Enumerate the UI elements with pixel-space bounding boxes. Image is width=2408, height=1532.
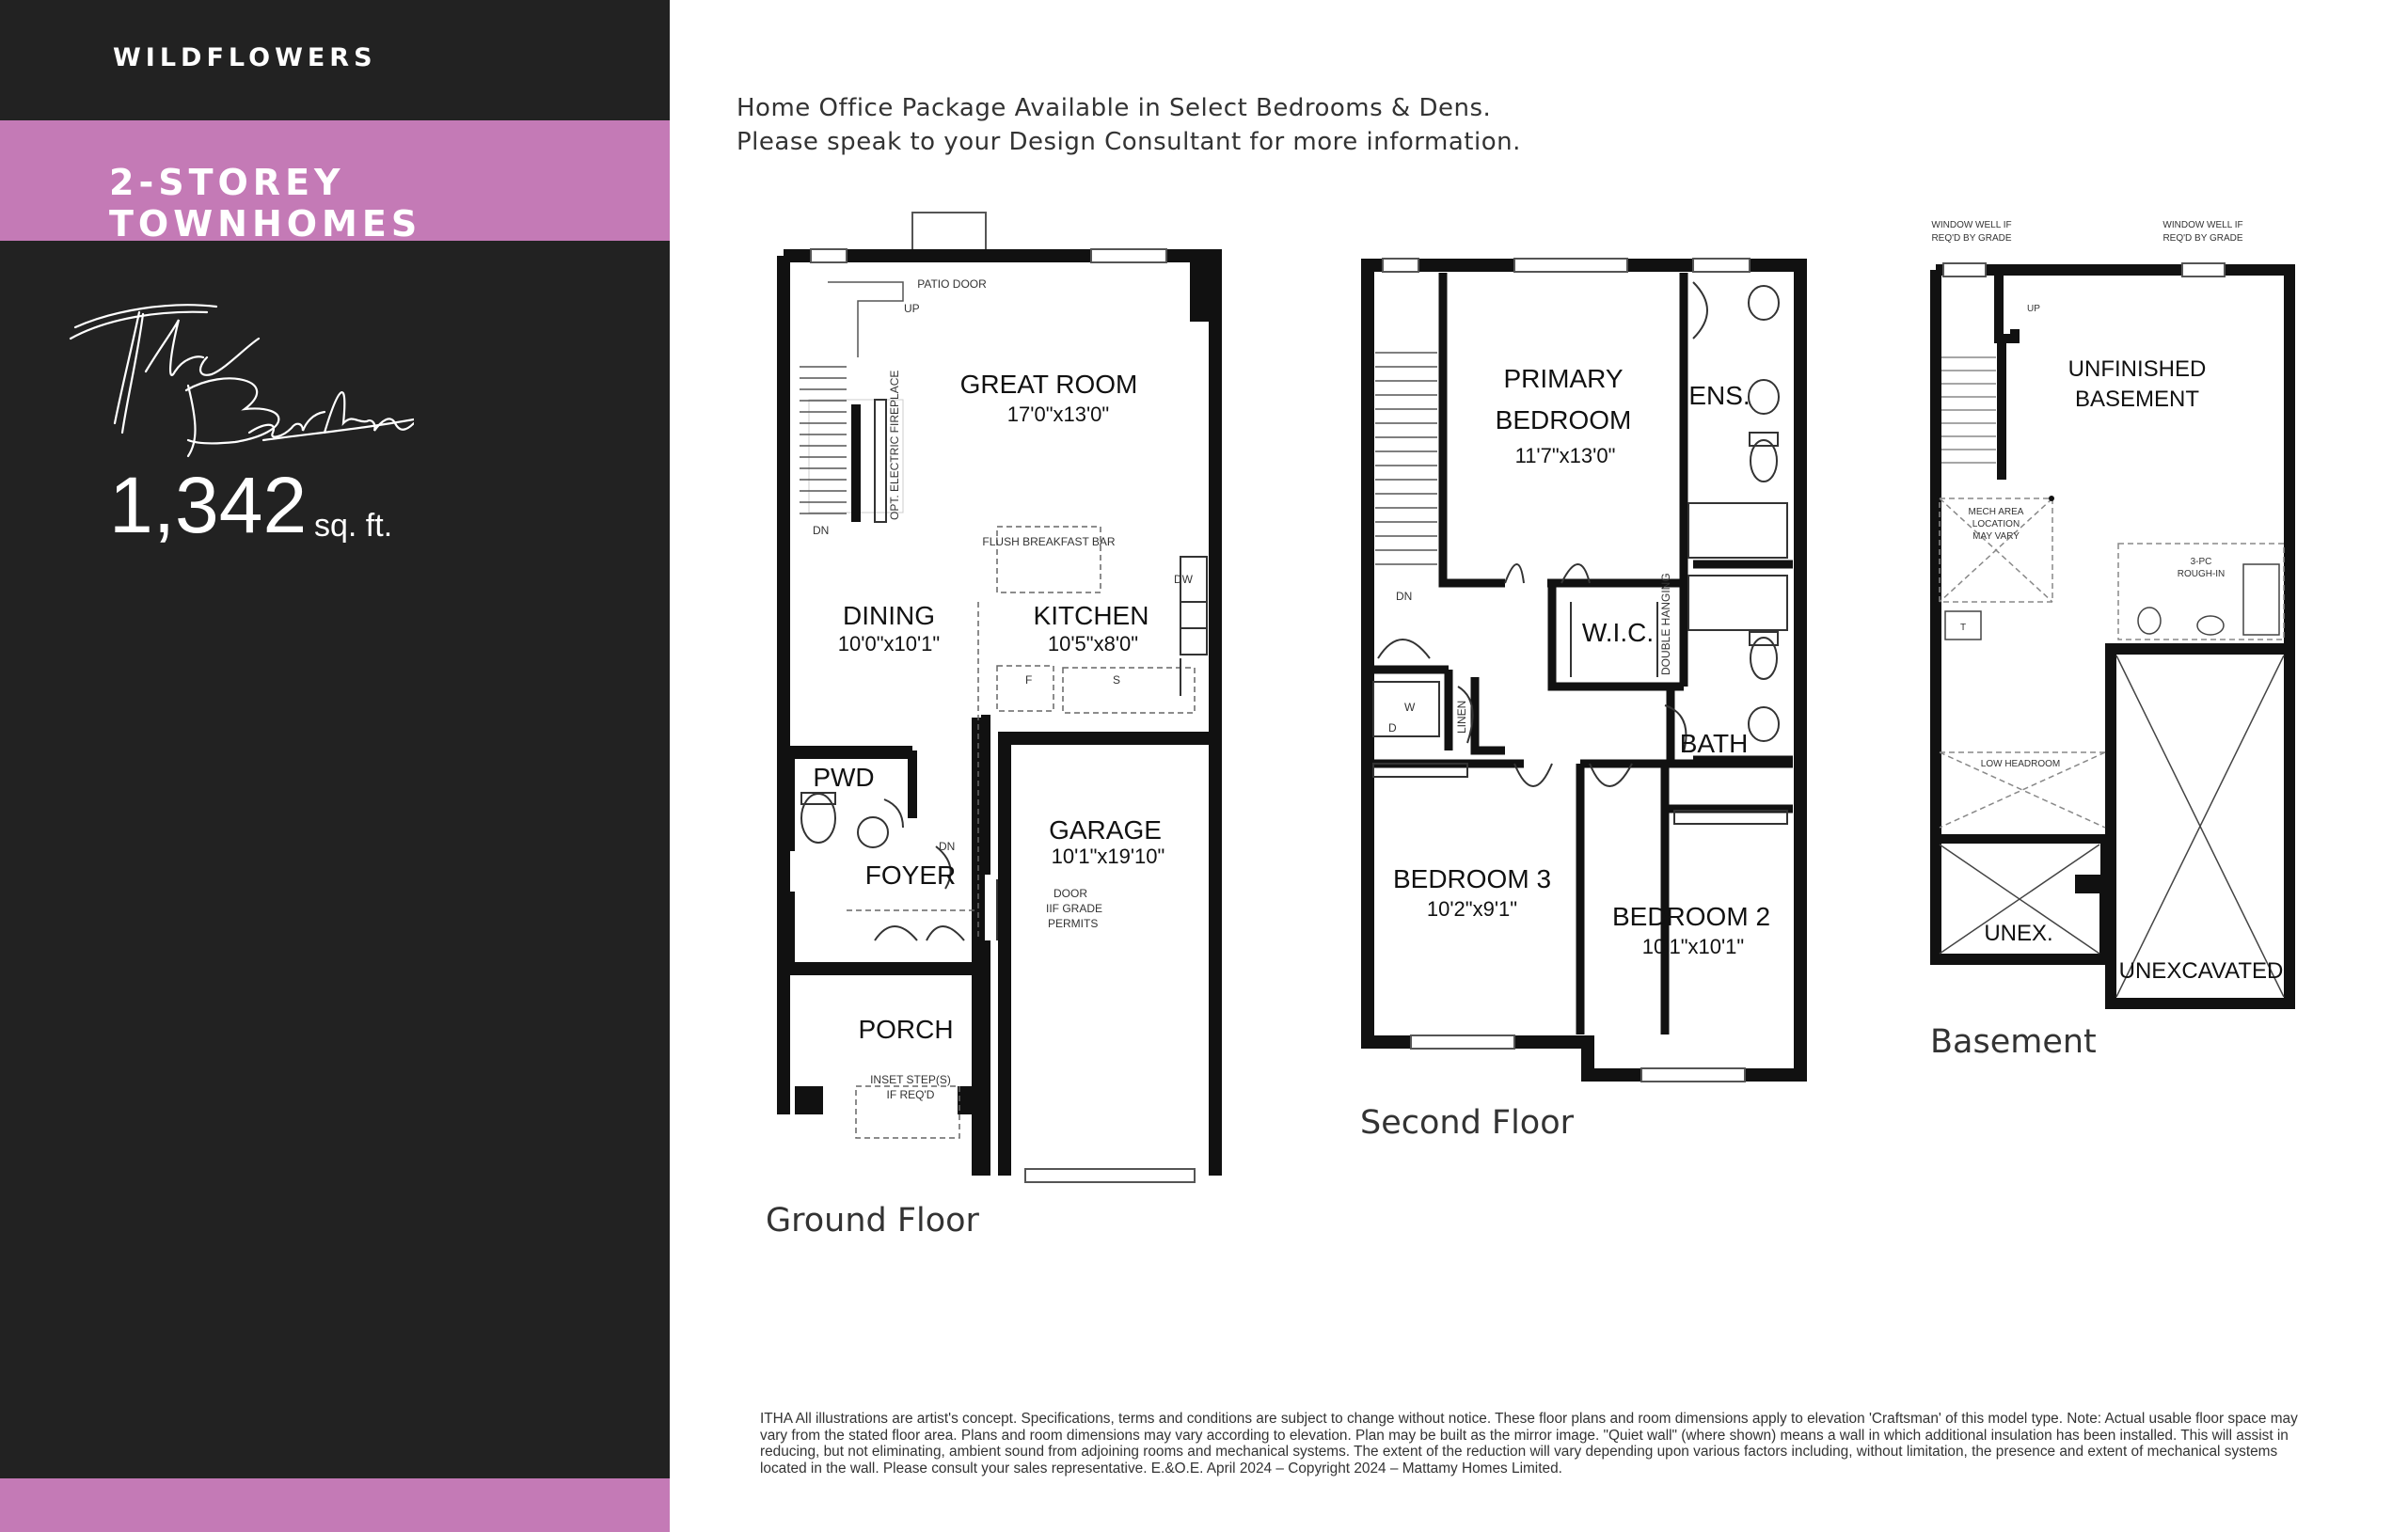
sidebar-panel bbox=[0, 0, 670, 1532]
dryer-label: D bbox=[1388, 721, 1397, 734]
window-well-2a: WINDOW WELL IF bbox=[2162, 220, 2243, 230]
dishwasher-label: DW bbox=[1174, 573, 1193, 586]
community-name: WILDFLOWERS bbox=[113, 43, 377, 72]
walk-in-closet-label: W.I.C. bbox=[1581, 618, 1655, 647]
foyer-dn-label: DN bbox=[939, 840, 956, 853]
second-floor-plan bbox=[1354, 254, 1815, 1091]
office-package-note: Home Office Package Available in Select Bedrooms & Dens. bbox=[737, 94, 1492, 122]
second-dn-label: DN bbox=[1396, 590, 1413, 603]
mech-area-1: MECH AREA bbox=[1968, 507, 2024, 517]
foyer-label: FOYER bbox=[864, 861, 957, 890]
bedroom-2-size: 10'1"x10'1" bbox=[1641, 935, 1745, 958]
model-name-script bbox=[56, 282, 414, 461]
double-hanging-label: DOUBLE HANGING bbox=[1659, 573, 1672, 675]
door-note-3: PERMITS bbox=[1048, 917, 1099, 930]
ground-floor-caption: Ground Floor bbox=[766, 1202, 979, 1240]
window-well-2b: REQ'D BY GRADE bbox=[2162, 233, 2243, 244]
great-room-size: 17'0"x13'0" bbox=[1006, 403, 1110, 426]
inset-steps-1: INSET STEP(S) bbox=[870, 1073, 951, 1086]
bedroom-3-size: 10'2"x9'1" bbox=[1426, 897, 1518, 921]
bedroom-2-label: BEDROOM 2 bbox=[1611, 902, 1771, 931]
unfinished-basement-1: UNFINISHED bbox=[2067, 356, 2207, 382]
door-note-1: DOOR bbox=[1054, 887, 1087, 900]
ground-floor-plan bbox=[734, 202, 1260, 1199]
primary-bedroom-size: 11'7"x13'0" bbox=[1514, 444, 1616, 467]
tank-label: T bbox=[1959, 623, 1967, 633]
unex-label: UNEX. bbox=[1984, 921, 2053, 946]
bottom-accent-band bbox=[0, 1478, 670, 1532]
linen-label: LINEN bbox=[1455, 700, 1468, 734]
mech-area-3: MAY VARY bbox=[1972, 531, 2020, 542]
unfinished-basement-2: BASEMENT bbox=[2074, 387, 2200, 412]
rough-in-2: ROUGH-IN bbox=[2177, 569, 2226, 579]
stove-label: S bbox=[1113, 673, 1121, 687]
second-floor-caption: Second Floor bbox=[1360, 1104, 1575, 1142]
great-room-label: GREAT ROOM bbox=[959, 370, 1138, 399]
legal-disclaimer: ITHA All illustrations are artist's concept. Specifications, terms and conditions are subject to change without notice. These floor plans and room dimensions apply to elevation 'Craftsman' of this model type. Note: Actual usable floor space may vary from the stated floor area. Plans and room dimensions may vary according to elevation. Plan may be built as the mirror image. "Quiet wall" (where shown) means a wall in which additional insulation has been installed. This will assist in reducing, but not eliminating, ambient sound from adjoining rooms and mechanical systems. The extent of the reduction will vary depending upon various factors including, without limitation, the presence and extent of mechanical systems located in the wall. Please consult your sales representative. E.&O.E. April 2024 – Copyright 2024 – Mattamy Homes Limited. bbox=[760, 1411, 2298, 1477]
unexcavated-label: UNEXCAVATED bbox=[2118, 958, 2284, 984]
primary-bedroom-label-2: BEDROOM bbox=[1495, 405, 1632, 434]
basement-caption: Basement bbox=[1930, 1023, 2097, 1061]
fridge-label: F bbox=[1025, 673, 1033, 687]
window-well-1a: WINDOW WELL IF bbox=[1931, 220, 2012, 230]
fireplace-label: OPT. ELECTRIC FIREPLACE bbox=[888, 370, 901, 520]
washer-label: W bbox=[1404, 701, 1416, 714]
patio-door-label: PATIO DOOR bbox=[917, 277, 987, 291]
home-type-label: 2-STOREY TOWNHOMES bbox=[109, 162, 422, 245]
mech-area-2: LOCATION bbox=[1972, 519, 2020, 529]
basement-up-label: UP bbox=[2027, 304, 2040, 314]
breakfast-bar-label: FLUSH BREAKFAST BAR bbox=[982, 535, 1116, 548]
rough-in-1: 3-PC bbox=[2190, 557, 2212, 567]
bedroom-3-label: BEDROOM 3 bbox=[1392, 864, 1552, 893]
ensuite-label: ENS. bbox=[1688, 381, 1751, 410]
door-note-2: IIF GRADE bbox=[1046, 902, 1103, 915]
kitchen-size: 10'5"x8'0" bbox=[1047, 632, 1139, 655]
square-footage: 1,342 bbox=[109, 461, 308, 549]
porch-label: PORCH bbox=[858, 1015, 954, 1044]
ground-up-label: UP bbox=[904, 302, 920, 315]
design-consultant-note: Please speak to your Design Consultant for more information. bbox=[737, 128, 1521, 156]
low-headroom-label: LOW HEADROOM bbox=[1980, 759, 2061, 769]
window-well-1b: REQ'D BY GRADE bbox=[1931, 233, 2012, 244]
dining-size: 10'0"x10'1" bbox=[837, 632, 941, 655]
square-footage-unit: sq. ft. bbox=[314, 508, 393, 544]
kitchen-label: KITCHEN bbox=[1033, 601, 1149, 630]
bath-label: BATH bbox=[1679, 729, 1749, 758]
ground-dn-label: DN bbox=[813, 524, 830, 537]
powder-room-label: PWD bbox=[813, 763, 875, 792]
dining-label: DINING bbox=[843, 601, 935, 630]
garage-size: 10'1"x19'10" bbox=[1051, 845, 1165, 868]
primary-bedroom-label-1: PRIMARY bbox=[1503, 364, 1624, 393]
home-type-band bbox=[0, 120, 670, 245]
basement-plan bbox=[1919, 212, 2323, 1020]
garage-label: GARAGE bbox=[1049, 815, 1162, 845]
inset-steps-2: IF REQ'D bbox=[886, 1088, 935, 1101]
